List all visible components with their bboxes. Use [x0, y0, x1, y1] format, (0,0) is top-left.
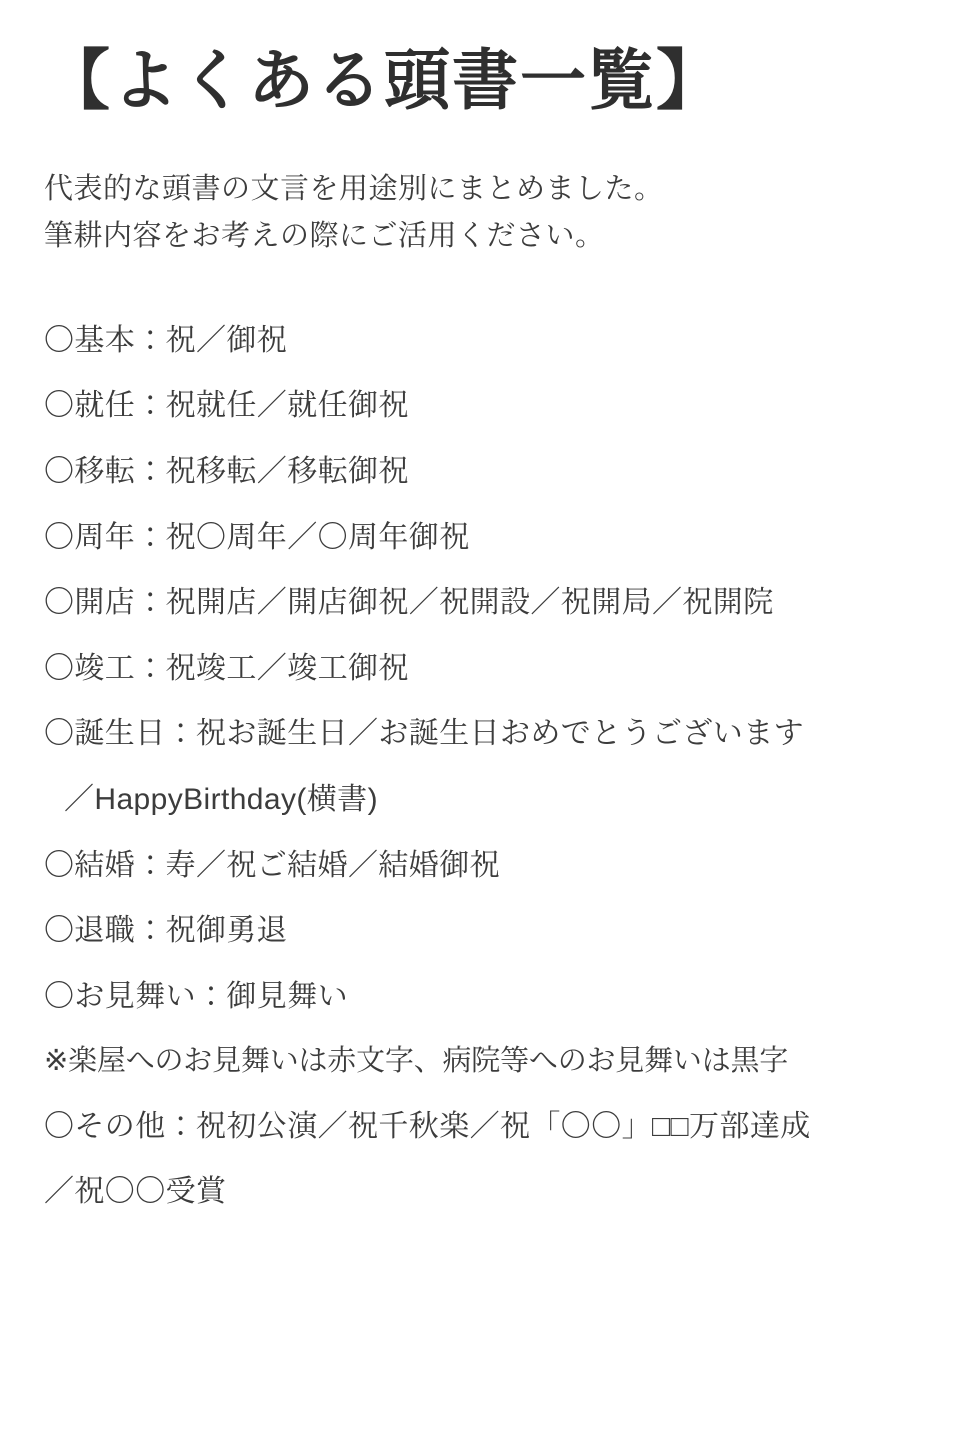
list-item: 〇退職：祝御勇退 — [44, 914, 288, 948]
intro-line-1: 代表的な頭書の文言を用途別にまとめました。 — [44, 172, 664, 205]
list-item: 〇周年：祝〇周年／〇周年御祝 — [44, 520, 470, 554]
list-item: 〇誕生日：祝お誕生日／お誕生日おめでとうございます — [44, 717, 804, 751]
list-item: 〇その他：祝初公演／祝千秋楽／祝「〇〇」□□万部達成 — [44, 1109, 811, 1143]
intro-line-2: 筆耕内容をお考えの際にご活用ください。 — [44, 219, 605, 252]
list-item: 〇竣工：祝竣工／竣工御祝 — [44, 651, 409, 685]
list-item: 〇お見舞い：御見舞い — [44, 979, 348, 1013]
list-item: 〇開店：祝開店／開店御祝／祝開設／祝開局／祝開院 — [44, 586, 774, 620]
list-item-continuation: ／HappyBirthday(横書) — [64, 782, 378, 816]
list-item-continuation: ／祝〇〇受賞 — [44, 1175, 227, 1209]
list-item: 〇結婚：寿／祝ご結婚／結婚御祝 — [44, 848, 500, 882]
list-item: 〇就任：祝就任／就任御祝 — [44, 389, 409, 423]
page-title: 【よくある頭書一覧】 — [44, 45, 724, 118]
intro-block — [44, 166, 920, 260]
phrase-list — [44, 320, 920, 1214]
list-item: 〇移転：祝移転／移転御祝 — [44, 455, 409, 489]
list-item: 〇基本：祝／御祝 — [44, 323, 288, 357]
list-item-note: ※楽屋へのお見舞いは赤文字、病院等へのお見舞いは黒字 — [44, 1045, 789, 1078]
